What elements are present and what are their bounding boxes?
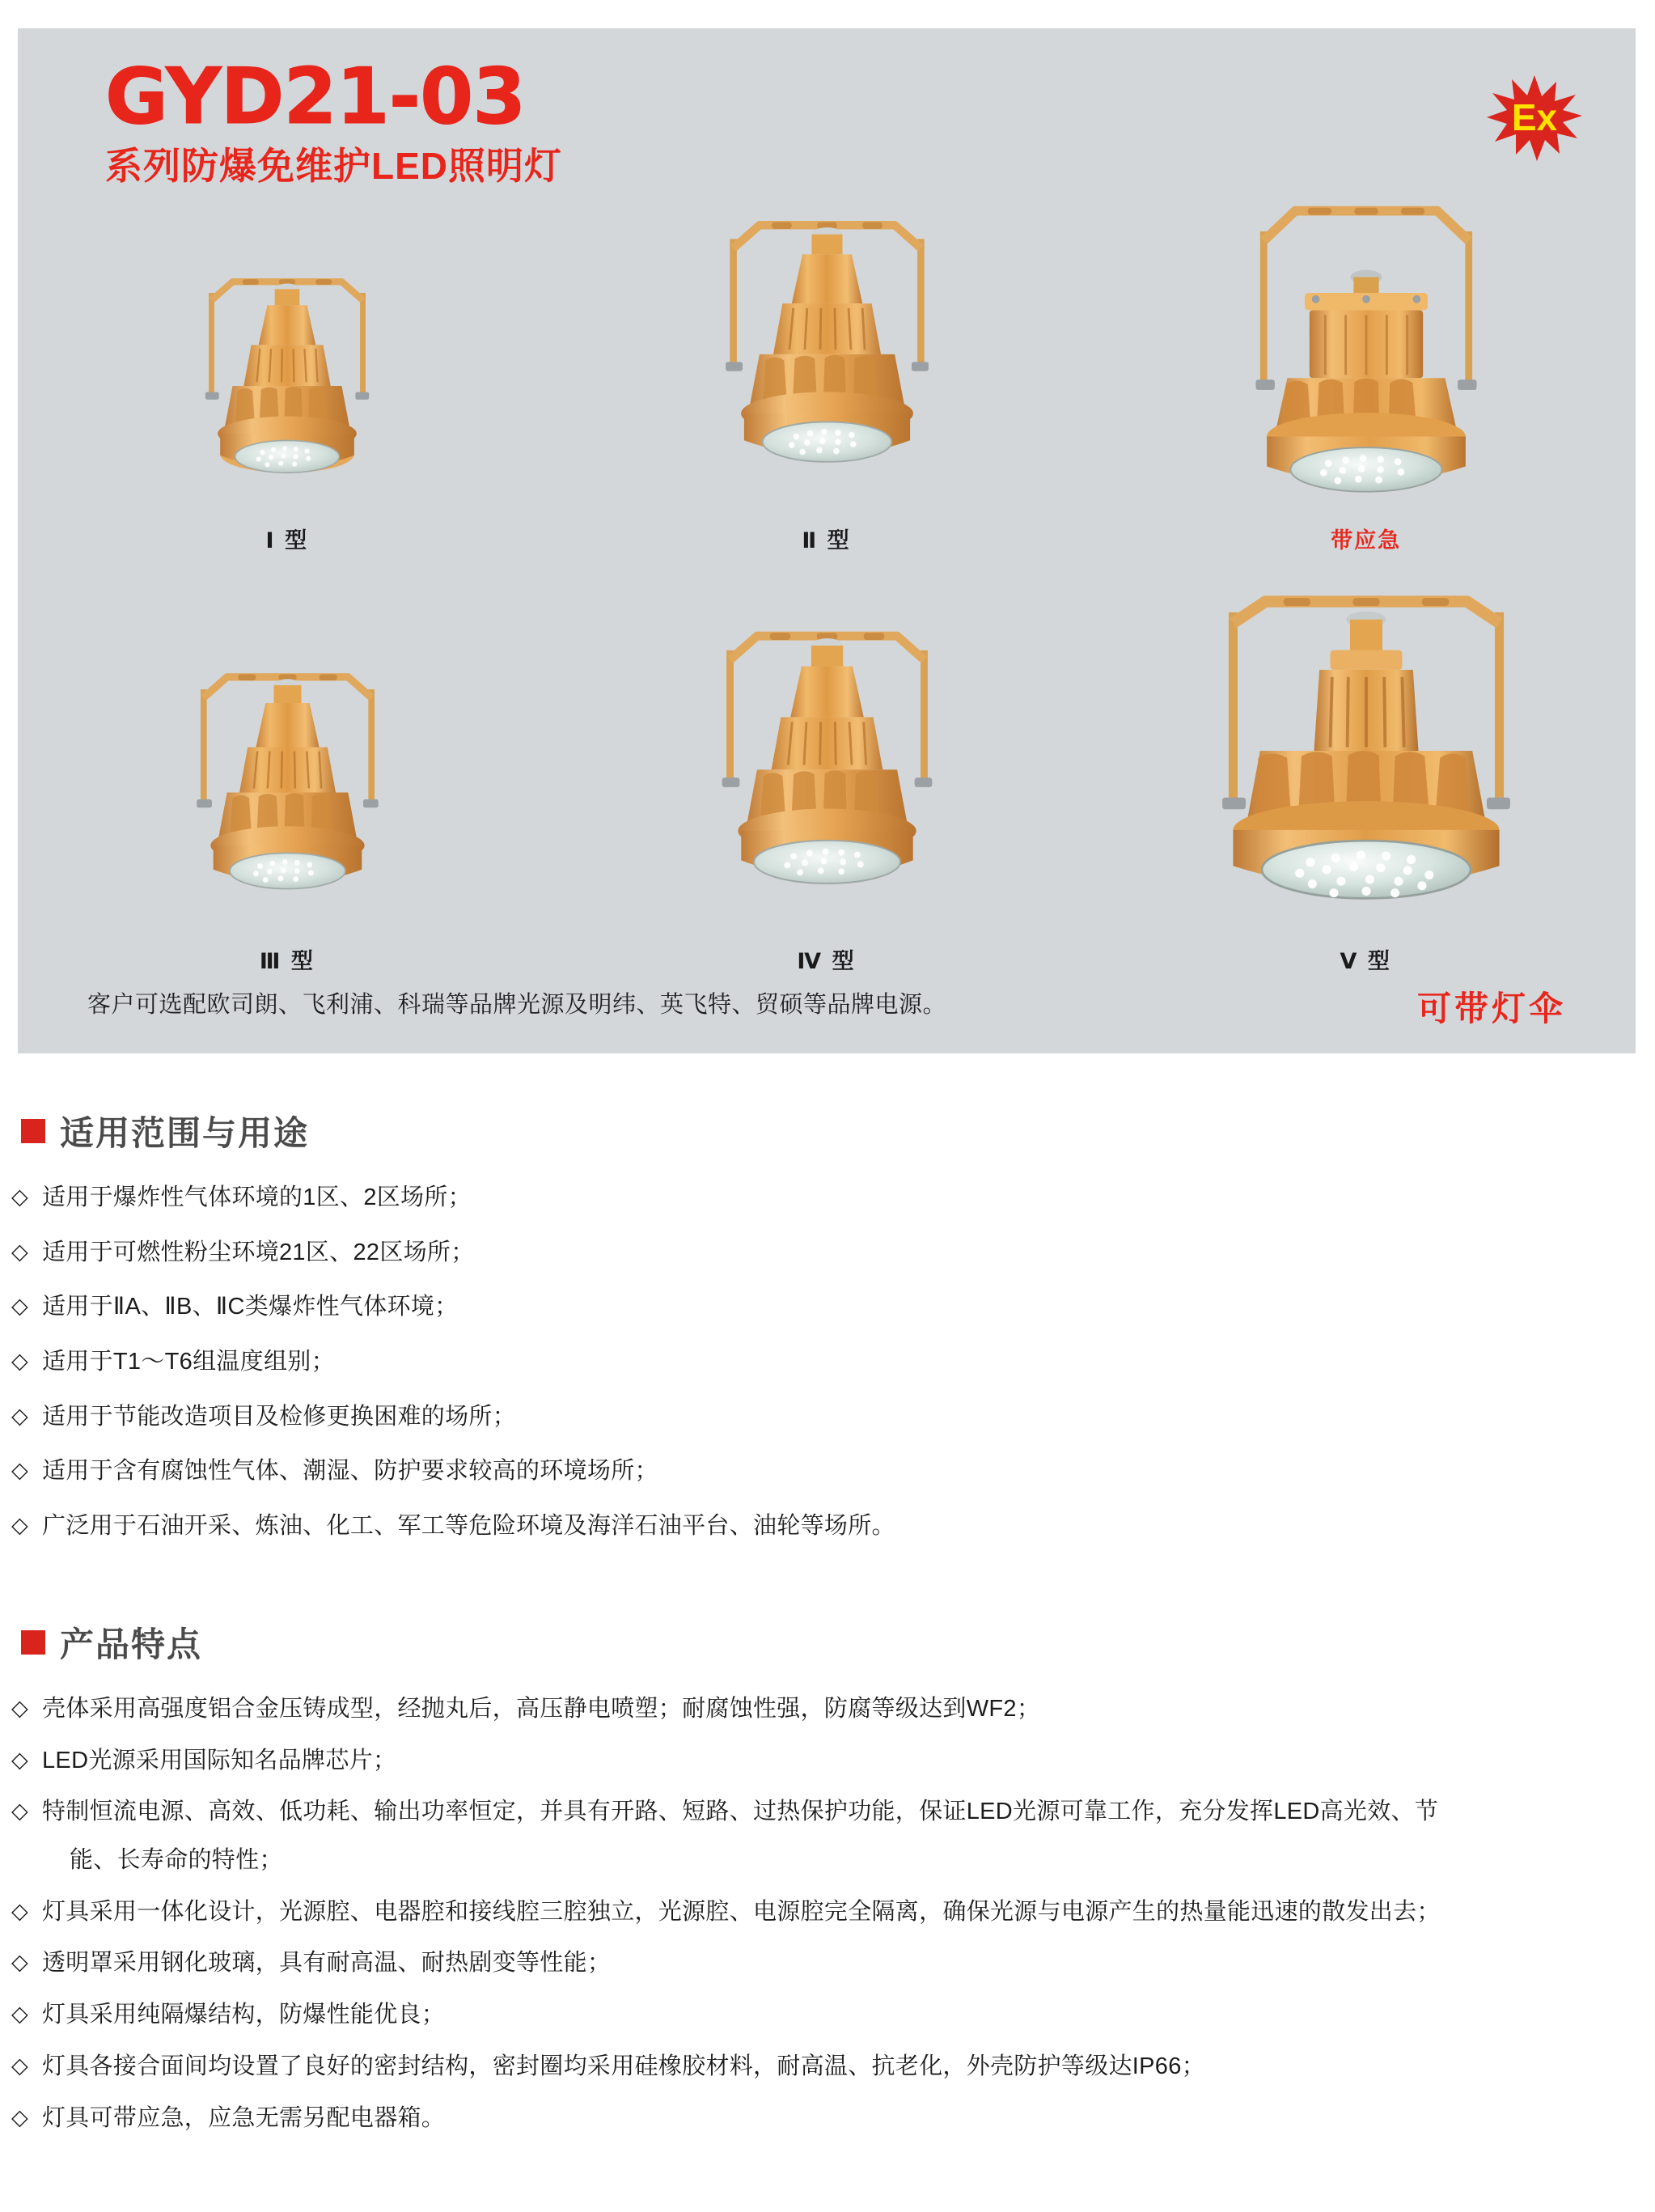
list-item — [11, 1694, 1655, 1725]
list-item — [11, 1456, 1655, 1487]
bullet-list — [11, 1694, 1655, 2134]
list-item-text: 灯具采用纯隔爆结构，防爆性能优良； — [42, 2002, 446, 2028]
section-title: 适用范围与用途 — [60, 1114, 310, 1152]
explosion-proof-led-lamp-icon — [184, 670, 391, 939]
list-item — [11, 1183, 1655, 1214]
list-item-text: LED光源采用国际知名品牌芯片； — [42, 1747, 397, 1773]
product-caption: Ⅱ 型 — [802, 528, 852, 553]
explosion-proof-led-lamp-icon — [708, 628, 946, 939]
list-item — [11, 1948, 1655, 1979]
hero-footer-note: 客户可选配欧司朗、飞利浦、科瑞等品牌光源及明纬、英飞特、贸硕等品牌电源。 — [87, 992, 947, 1018]
list-item-text: 灯具采用一体化设计，光源腔、电器腔和接线腔三腔独立，光源腔、电源腔完全隔离，确保光源与电源产生的热量能迅速的散发出去； — [42, 1898, 1441, 1925]
list-item — [11, 1292, 1655, 1323]
diamond-bullet-icon: ◇ — [11, 2053, 29, 2078]
list-item-text: 透明罩采用钢化玻璃，具有耐高温、耐热剧变等性能； — [42, 1950, 612, 1977]
diamond-bullet-icon: ◇ — [11, 1696, 29, 1720]
section-header — [21, 1618, 1655, 1667]
hero-footer-badge: 可带灯伞 — [1416, 989, 1566, 1028]
section-header — [21, 1107, 1655, 1155]
product-caption: Ⅴ 型 — [1340, 949, 1392, 973]
product-caption: Ⅲ 型 — [259, 949, 315, 973]
diamond-bullet-icon: ◇ — [11, 2104, 29, 2129]
list-item-text: 适用于ⅡA、ⅡB、ⅡC类爆炸性气体环境； — [42, 1294, 459, 1320]
list-item-text: 适用于含有腐蚀性气体、潮湿、防护要求较高的环境场所； — [42, 1458, 658, 1485]
list-item — [11, 2104, 1655, 2134]
list-item-text: 适用于T1～T6组温度组别； — [42, 1349, 335, 1375]
product-cell-type-3 — [18, 546, 557, 975]
product-cell-type-emergency — [1096, 125, 1636, 554]
diamond-bullet-icon: ◇ — [11, 1294, 29, 1319]
list-item-text: 灯具可带应急，应急无需另配电器箱。 — [42, 2104, 446, 2131]
list-item-text: 适用于可燃性粉尘环境21区、22区场所； — [42, 1239, 475, 1265]
product-caption: Ⅳ 型 — [797, 949, 857, 973]
explosion-proof-led-lamp-emergency-icon — [1240, 194, 1492, 518]
list-item — [11, 1511, 1655, 1542]
list-item-text: 适用于爆炸性气体环境的1区、2区场所； — [42, 1184, 472, 1210]
list-item-line-1: 特制恒流电源、高效、低功耗、输出功率恒定，并具有开路、短路、过热保护功能，保证LED光源可靠工作，充分发挥LED高光效、节 — [42, 1799, 1439, 1825]
diamond-bullet-icon: ◇ — [11, 2002, 29, 2027]
product-cell-type-2 — [557, 125, 1097, 554]
list-item — [11, 1347, 1655, 1378]
diamond-bullet-icon: ◇ — [11, 1403, 29, 1428]
diamond-bullet-icon: ◇ — [11, 1184, 29, 1209]
list-item — [11, 2000, 1655, 2031]
diamond-bullet-icon: ◇ — [11, 1239, 29, 1264]
section-scope — [0, 1107, 1655, 1566]
product-cell-type-1 — [18, 125, 557, 554]
list-item — [11, 1897, 1655, 1928]
product-row-2 — [18, 546, 1636, 975]
hero-panel — [18, 28, 1636, 1053]
product-caption: Ⅰ 型 — [265, 528, 310, 553]
list-item-text: 适用于节能改造项目及检修更换困难的场所； — [42, 1403, 517, 1430]
red-square-bullet-icon — [21, 1119, 45, 1143]
diamond-bullet-icon: ◇ — [11, 1799, 29, 1824]
list-item — [11, 1746, 1655, 1777]
ex-badge-label: Ex — [1511, 96, 1558, 138]
section-title: 产品特点 — [60, 1625, 203, 1663]
explosion-proof-led-lamp-icon — [194, 275, 380, 518]
product-cell-type-5 — [1096, 546, 1636, 975]
diamond-bullet-icon: ◇ — [11, 1747, 29, 1772]
list-item — [11, 1797, 1655, 1875]
page-title: GYD21-03 — [105, 53, 526, 142]
product-row-1 — [18, 125, 1636, 554]
bullet-list — [11, 1183, 1655, 1542]
diamond-bullet-icon: ◇ — [11, 1950, 29, 1975]
diamond-bullet-icon: ◇ — [11, 1349, 29, 1374]
list-item — [11, 1402, 1655, 1433]
list-item-line-2: 能、长寿命的特性； — [70, 1847, 283, 1874]
product-cell-type-4 — [557, 546, 1097, 975]
list-item-text: 广泛用于石油开采、炼油、化工、军工等危险环境及海洋石油平台、油轮等场所。 — [42, 1513, 895, 1540]
diamond-bullet-icon: ◇ — [11, 1513, 29, 1538]
list-item — [11, 2052, 1655, 2083]
explosion-proof-led-lamp-icon — [712, 217, 942, 518]
section-features — [0, 1618, 1655, 2155]
list-item-text: 壳体采用高强度铝合金压铸成型，经抛丸后，高压静电喷塑；耐腐蚀性强，防腐等级达到WF2； — [42, 1696, 1041, 1722]
page-subtitle: 系列防爆免维护LED照明灯 — [105, 145, 562, 187]
list-item — [11, 1238, 1655, 1269]
product-caption: 带应急 — [1331, 528, 1402, 553]
diamond-bullet-icon: ◇ — [11, 1898, 29, 1923]
diamond-bullet-icon: ◇ — [11, 1458, 29, 1483]
list-item-text: 灯具各接合面间均设置了良好的密封结构，密封圈均采用硅橡胶材料，耐高温、抗老化，外壳防护等级达IP66； — [42, 2053, 1205, 2079]
list-item-text — [42, 1797, 1627, 1875]
explosion-proof-led-lamp-icon — [1213, 595, 1519, 939]
red-square-bullet-icon — [21, 1630, 45, 1655]
